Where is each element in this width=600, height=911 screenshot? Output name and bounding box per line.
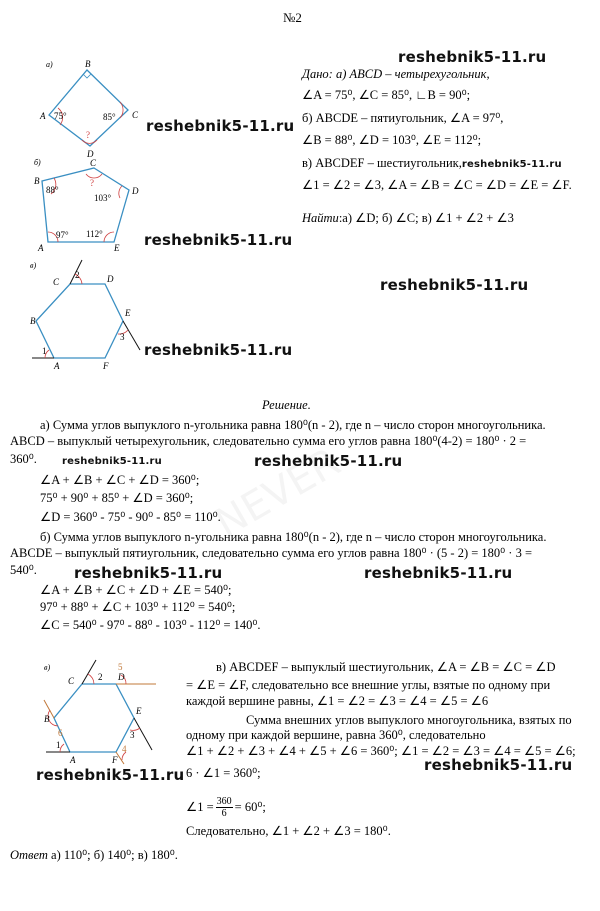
angle-mark: 1	[42, 346, 47, 356]
vertex-label: F	[112, 755, 118, 765]
angle-mark: 2	[98, 672, 103, 682]
figure-label: а)	[46, 60, 53, 69]
watermark: reshebnik5-11.ru	[146, 117, 295, 135]
given-line-4: ∠B = 88⁰, ∠D = 103⁰, ∠E = 112⁰;	[302, 133, 482, 147]
figure-a-quadrilateral	[40, 58, 140, 159]
vertex-label: B	[30, 316, 36, 326]
solution-a-line: а) Сумма углов выпуклого n-угольника равна 180⁰(n - 2), где n – число сторон многоугольника.	[40, 418, 546, 432]
given-line-2: ∠A = 75⁰, ∠C = 85⁰, ∟B = 90⁰;	[302, 88, 471, 102]
figure-label: в)	[30, 261, 37, 270]
vertex-label: B	[85, 59, 91, 69]
given-line-3: б) ABCDE – пятиугольник, ∠A = 97⁰,	[302, 111, 504, 125]
vertex-label: E	[114, 243, 120, 253]
angle-mark: 3	[120, 332, 125, 342]
vertex-label: B	[34, 176, 40, 186]
find-line: Найти:а) ∠D; б) ∠C; в) ∠1 + ∠2 + ∠3	[302, 211, 514, 225]
vertex-label: D	[118, 672, 125, 682]
given-line-6: ∠1 = ∠2 = ∠3, ∠A = ∠B = ∠C = ∠D = ∠E = ∠F.	[302, 178, 572, 192]
solution-a-line: 360⁰.	[10, 452, 37, 466]
solution-a-equation: 75⁰ + 90⁰ + 85⁰ + ∠D = 360⁰;	[40, 491, 194, 505]
watermark: reshebnik5-11.ru	[36, 766, 185, 784]
solution-v-fraction: ∠1 = $\frac{360}{6}$ = 60⁰;	[186, 796, 266, 819]
figure-label: б)	[34, 158, 41, 167]
figure-label: в)	[44, 663, 51, 672]
watermark: reshebnik5-11.ru	[398, 48, 547, 66]
vertex-label: A	[54, 361, 60, 371]
solution-v-line: каждой вершине равны, ∠1 = ∠2 = ∠3 = ∠4 = ∠5 = ∠6	[186, 694, 489, 708]
watermark: reshebnik5-11.ru	[144, 231, 293, 249]
vertex-label: C	[132, 110, 139, 120]
solution-b-line: б) Сумма углов выпуклого n-угольника равна 180⁰(n - 2), где n – число сторон многоугольника.	[40, 530, 547, 544]
vertex-label: F	[103, 361, 109, 371]
vertex-label: A	[40, 111, 46, 121]
angle-value: 112°	[86, 229, 103, 239]
vertex-label: A	[38, 243, 44, 253]
figure-v2-hexagon	[44, 660, 162, 764]
angle-mark: 3	[130, 730, 135, 740]
solution-v-line: одному при каждой вершине, равна 360⁰, следовательно	[186, 728, 486, 742]
angle-mark: 6	[58, 728, 63, 738]
angle-value: 75°	[54, 111, 67, 121]
angle-value: ?	[86, 130, 90, 140]
solution-v-line: 6 · ∠1 = 360⁰;	[186, 766, 261, 780]
solution-v-line: ∠1 + ∠2 + ∠3 + ∠4 + ∠5 + ∠6 = 360⁰; ∠1 = ∠2 = ∠3 = ∠4 = ∠5 = ∠6;	[186, 744, 576, 758]
solution-a-equation: ∠A + ∠B + ∠C + ∠D = 360⁰;	[40, 473, 200, 487]
watermark: reshebnik5-11.ru	[364, 564, 513, 582]
angle-value: 97°	[56, 230, 69, 240]
vertex-label: D	[107, 274, 114, 284]
angle-mark: 4	[122, 744, 127, 754]
watermark: reshebnik5-11.ru	[424, 756, 573, 774]
angle-mark: 5	[118, 662, 123, 672]
solution-b-equation: ∠C = 540⁰ - 97⁰ - 88⁰ - 103⁰ - 112⁰ = 140⁰.	[40, 618, 261, 632]
angle-mark: 1	[56, 740, 61, 750]
vertex-label: C	[53, 277, 60, 287]
solution-v-line: в) ABCDEF – выпуклый шестиугольник, ∠A = ∠B = ∠C = ∠D	[216, 660, 556, 674]
figure-b-pentagon	[34, 156, 146, 252]
given-line-5: в) ABCDEF – шестиугольник,reshebnik5-11.ru	[302, 156, 562, 170]
answer-line: Ответ а) 110⁰; б) 140⁰; в) 180⁰.	[10, 848, 178, 862]
solution-b-line: ABCDE – выпуклый пятиугольник, следовательно сумма его углов равна 180⁰ · (5 - 2) = 180⁰ · 3 =	[10, 546, 533, 560]
watermark: reshebnik5-11.ru	[254, 452, 403, 470]
watermark: reshebnik5-11.ru	[74, 564, 223, 582]
angle-value: ?	[90, 178, 94, 188]
watermark: reshebnik5-11.ru	[380, 276, 529, 294]
angle-value: 88°	[46, 185, 59, 195]
vertex-label: D	[132, 186, 139, 196]
page-title: №2	[283, 10, 302, 25]
vertex-label: E	[136, 706, 142, 716]
watermark: reshebnik5-11.ru	[144, 341, 293, 359]
solution-v-conclusion: Следовательно, ∠1 + ∠2 + ∠3 = 180⁰.	[186, 824, 391, 838]
watermark: reshebnik5-11.ru	[62, 456, 162, 467]
solution-b-equation: 97⁰ + 88⁰ + ∠C + 103⁰ + 112⁰ = 540⁰;	[40, 600, 236, 614]
figure-v-hexagon	[30, 258, 142, 370]
vertex-label: E	[125, 308, 131, 318]
given-line-1: Дано: а) ABCD – четырехугольник,	[302, 67, 490, 81]
vertex-label: C	[68, 676, 75, 686]
angle-mark: 2	[75, 270, 80, 280]
solution-v-line: Сумма внешних углов выпуклого многоугольника, взятых по	[246, 713, 572, 727]
solution-b-equation: ∠A + ∠B + ∠C + ∠D + ∠E = 540⁰;	[40, 583, 232, 597]
solution-a-equation: ∠D = 360⁰ - 75⁰ - 90⁰ - 85⁰ = 110⁰.	[40, 510, 221, 524]
fraction-numerator: 360	[216, 796, 232, 807]
vertex-label: C	[90, 158, 97, 168]
angle-value: 85°	[103, 112, 116, 122]
solution-v-line: = ∠E = ∠F, следовательно все внешние углы, взятые по одному при	[186, 678, 551, 692]
angle-value: 103°	[94, 193, 112, 203]
vertex-label: D	[87, 149, 94, 159]
vertex-label: A	[70, 755, 76, 765]
vertex-label: B	[44, 714, 50, 724]
solution-a-line: ABCD – выпуклый четырехугольник, следовательно сумма его углов равна 180⁰(4-2) = 180⁰ · 2 =	[10, 434, 527, 448]
fraction-denominator: 6	[221, 808, 227, 819]
solution-heading: Решение.	[262, 398, 311, 412]
solution-b-line: 540⁰.	[10, 563, 37, 577]
